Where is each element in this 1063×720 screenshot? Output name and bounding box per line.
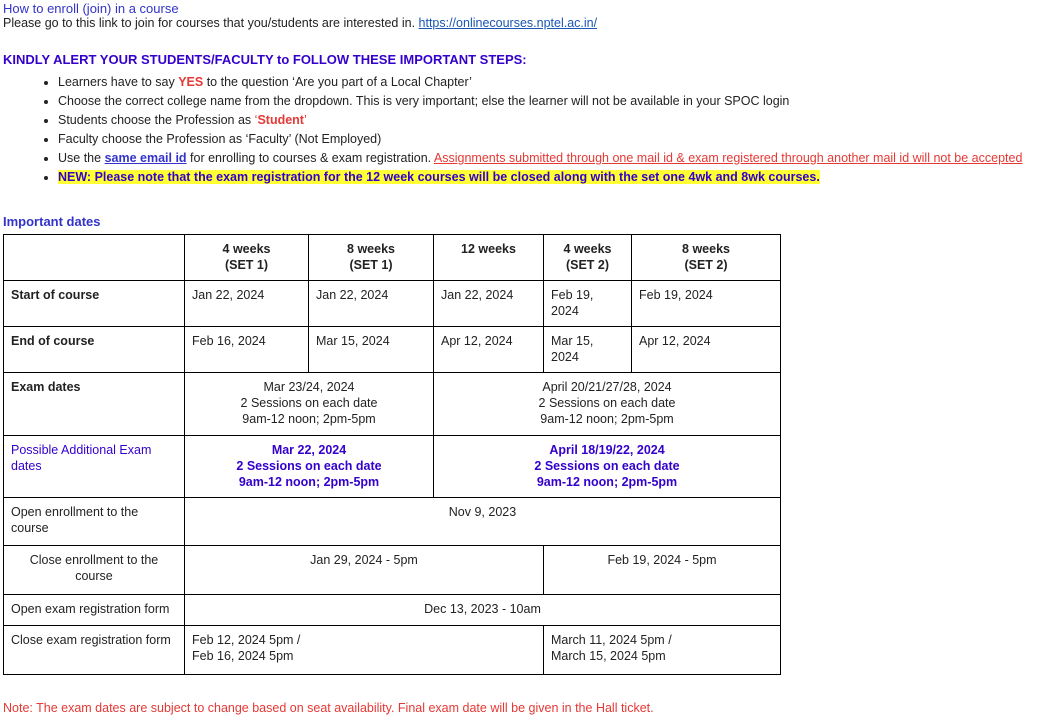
header-label: 12 weeks xyxy=(461,242,516,256)
table-row-close-exam-registration xyxy=(4,626,781,675)
table-cell: Feb 16, 2024 xyxy=(185,327,309,373)
table-row-open-enrollment xyxy=(4,498,781,546)
step-college-name: • Choose the correct college name from the dropdown. This is very important; else the learner will not be available in your SPOC login xyxy=(58,92,1063,111)
enroll-heading: How to enroll (join) in a course xyxy=(3,1,179,16)
step-text: for enrolling to courses & exam registration. xyxy=(186,151,434,165)
quote-open: ‘ xyxy=(254,113,258,127)
table-cell: April 18/19/22, 2024 2 Sessions on each date 9am-12 noon; 2pm-5pm xyxy=(434,436,781,498)
table-cell: Jan 29, 2024 - 5pm xyxy=(185,546,544,595)
table-row-additional-exam xyxy=(4,436,781,498)
row-label: Open enrollment to the course xyxy=(4,498,185,546)
quote-close: ’ xyxy=(303,113,307,127)
table-cell: Apr 12, 2024 xyxy=(434,327,544,373)
row-label: Possible Additional Exam dates xyxy=(4,436,185,498)
alert-heading: KINDLY ALERT YOUR STUDENTS/FACULTY to FOLLOW THESE IMPORTANT STEPS: xyxy=(3,52,527,67)
row-label: Close exam registration form xyxy=(4,626,185,675)
table-cell: Mar 15, 2024 xyxy=(309,327,434,373)
row-label: Open exam registration form xyxy=(4,595,185,626)
yes-emphasis: YES xyxy=(178,75,204,89)
table-cell: Jan 22, 2024 xyxy=(309,281,434,327)
same-email-link[interactable]: same email id xyxy=(104,151,187,165)
header-12wk xyxy=(434,235,544,281)
exam-note: Note: The exam dates are subject to change based on seat availability. Final exam date will be given in the Hall ticket. xyxy=(3,701,654,715)
table-cell: Feb 19, 2024 - 5pm xyxy=(544,546,781,595)
header-label: 8 weeks (SET 2) xyxy=(682,242,730,272)
row-label: Start of course xyxy=(4,281,185,327)
step-text: to the question ‘Are you part of a Local Chapter’ xyxy=(203,75,472,89)
step-text: Learners have to say xyxy=(58,75,179,89)
table-cell: Mar 22, 2024 2 Sessions on each date 9am-12 noon; 2pm-5pm xyxy=(185,436,434,498)
student-emphasis: Student xyxy=(257,113,304,127)
table-row-end xyxy=(4,327,781,373)
row-label: Exam dates xyxy=(4,373,185,436)
email-warning-link[interactable]: Assignments submitted through one mail id & exam registered through another mail id will not be accepted xyxy=(433,151,1023,165)
table-row-exam xyxy=(4,373,781,436)
table-cell: Jan 22, 2024 xyxy=(434,281,544,327)
row-label: End of course xyxy=(4,327,185,373)
header-4wk-set2 xyxy=(544,235,632,281)
header-8wk-set2 xyxy=(632,235,781,281)
table-cell: Nov 9, 2023 xyxy=(185,498,781,546)
table-cell: Apr 12, 2024 xyxy=(632,327,781,373)
step-text: Students choose the Profession as xyxy=(58,113,255,127)
step-faculty-profession: • Faculty choose the Profession as ‘Faculty’ (Not Employed) xyxy=(58,130,1063,149)
important-steps-list xyxy=(0,73,1063,187)
table-cell: Feb 19, 2024 xyxy=(544,281,632,327)
table-cell: Dec 13, 2023 - 10am xyxy=(185,595,781,626)
table-cell: Jan 22, 2024 xyxy=(185,281,309,327)
header-label: 4 weeks (SET 1) xyxy=(222,242,271,272)
table-cell: Mar 15, 2024 xyxy=(544,327,632,373)
enroll-instructions xyxy=(3,16,597,30)
header-label: 4 weeks (SET 2) xyxy=(563,242,612,272)
new-notice-highlight: NEW: Please note that the exam registration for the 12 week courses will be closed along with the set one 4wk and 8wk courses. xyxy=(58,170,820,184)
enroll-text: Please go to this link to join for courses that you/students are interested in. xyxy=(3,16,419,30)
step-new-notice xyxy=(58,168,1063,187)
row-label: Close enrollment to the course xyxy=(4,546,185,595)
table-row-close-enrollment xyxy=(4,546,781,595)
header-empty-cell xyxy=(4,235,185,281)
enroll-link[interactable]: https://onlinecourses.nptel.ac.in/ xyxy=(418,16,598,30)
header-8wk-set1 xyxy=(309,235,434,281)
table-cell: Feb 12, 2024 5pm / Feb 16, 2024 5pm xyxy=(185,626,544,675)
table-cell: Mar 23/24, 2024 2 Sessions on each date 9am-12 noon; 2pm-5pm xyxy=(185,373,434,436)
step-text: Use the xyxy=(58,151,105,165)
important-dates-heading: Important dates xyxy=(3,214,101,229)
step-local-chapter xyxy=(58,73,1063,92)
table-cell: Feb 19, 2024 xyxy=(632,281,781,327)
step-student-profession xyxy=(58,111,1063,130)
header-4wk-set1 xyxy=(185,235,309,281)
header-label: 8 weeks (SET 1) xyxy=(347,242,395,272)
table-cell: March 11, 2024 5pm / March 15, 2024 5pm xyxy=(544,626,781,675)
important-dates-table xyxy=(3,234,781,675)
table-row-open-exam-registration xyxy=(4,595,781,626)
table-row-start xyxy=(4,281,781,327)
table-cell: April 20/21/27/28, 2024 2 Sessions on each date 9am-12 noon; 2pm-5pm xyxy=(434,373,781,436)
table-header-row xyxy=(4,235,781,281)
step-same-email xyxy=(58,149,1063,168)
